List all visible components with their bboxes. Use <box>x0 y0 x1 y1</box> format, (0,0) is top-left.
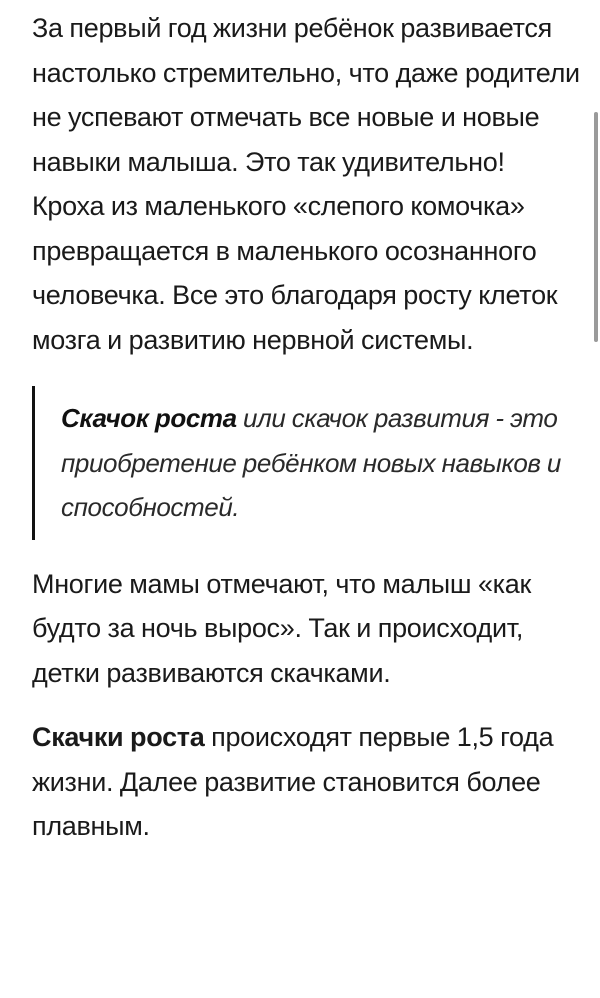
paragraph-moms: Многие мамы отмечают, что малыш «как будто за ночь вырос». Так и происходит, детки развиваются скачками. <box>32 568 532 688</box>
quote-rest: или скачок развития - это приобретение ребёнком новых навыков и способностей. <box>61 403 561 522</box>
growth-spurts-rest: происходят первые 1,5 года жизни. Далее развитие становится более плавным. <box>32 722 554 841</box>
blockquote <box>32 386 581 540</box>
scrollbar-thumb[interactable] <box>594 112 598 342</box>
growth-spurts-bold-term: Скачки роста <box>32 722 205 752</box>
quote-bold-term: Скачок роста <box>61 403 237 433</box>
paragraph-growth-spurts <box>32 715 580 849</box>
article-body <box>32 0 580 849</box>
paragraph-intro: За первый год жизни ребёнок развивается настолько стремительно, что даже родители не успевают отмечать все новые и новые навыки малыша. Это так удивительно! Кроха из маленького «слепого комочка» превращается в маленького осознанного человечка. Все это благодаря росту клеток мозга и развитию нервной системы. <box>32 13 580 355</box>
quote-text <box>61 386 581 540</box>
